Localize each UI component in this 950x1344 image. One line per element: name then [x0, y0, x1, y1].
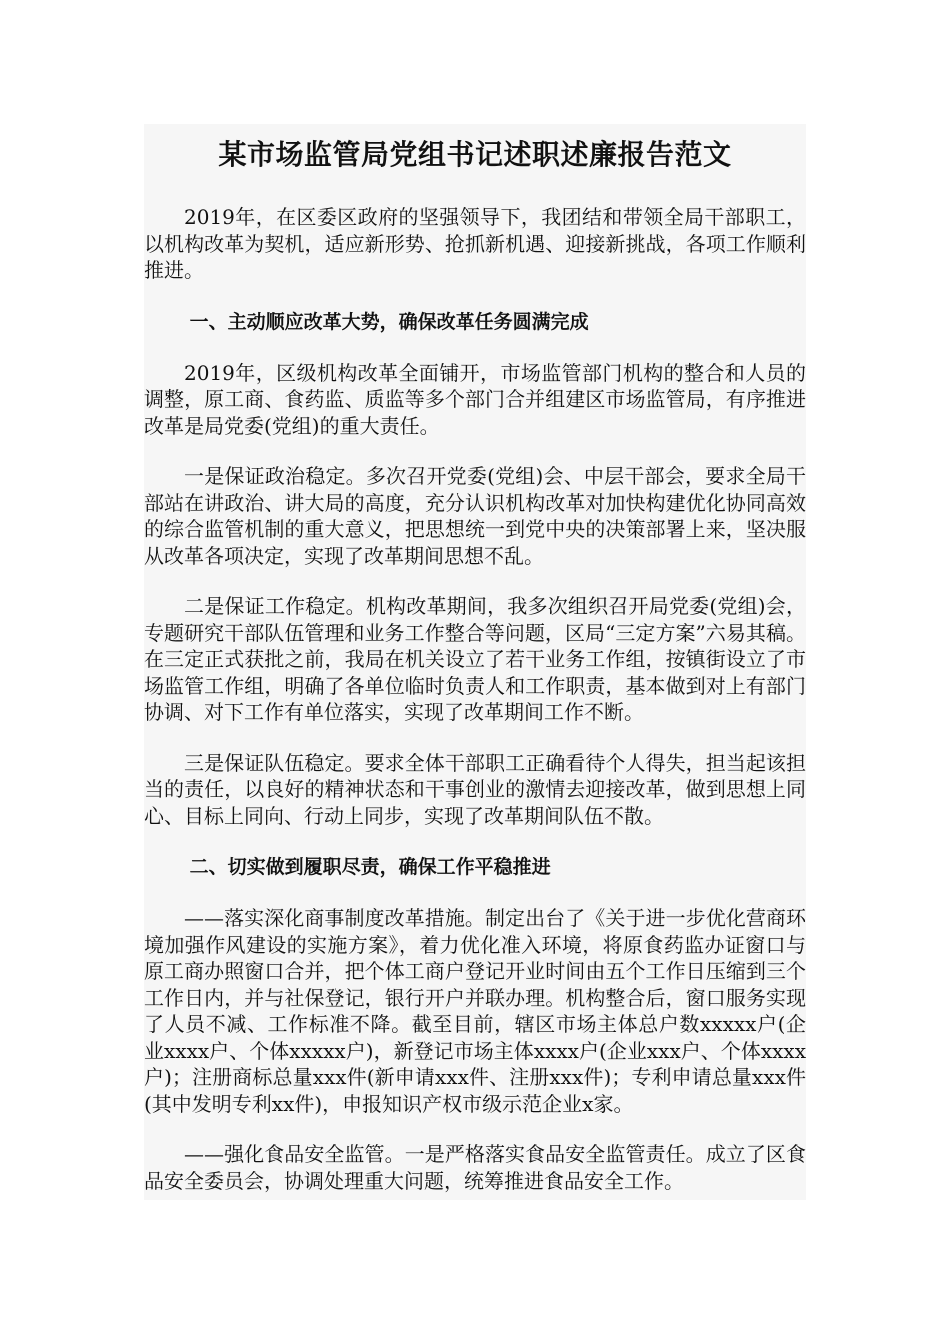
paragraph: ——强化食品安全监管。一是严格落实食品安全监管责任。成立了区食品安全委员会，协调处理重大问题，统筹推进食品安全工作。	[144, 1142, 806, 1193]
section-heading: 一、主动顺应改革大势，确保改革任务圆满完成	[189, 310, 589, 333]
document-page	[144, 124, 806, 1200]
paragraph: 三是保证队伍稳定。要求全体干部职工正确看待个人得失，担当起该担当的责任，以良好的精神状态和干事创业的激情去迎接改革，做到思想上同心、目标上同向、行动上同步，实现了改革期间队伍不散。	[144, 750, 806, 828]
paragraph: 2019年，区级机构改革全面铺开，市场监管部门机构的整合和人员的调整，原工商、食药监、质监等多个部门合并组建区市场监管局，有序推进改革是局党委(党组)的重大责任。	[144, 360, 806, 438]
paragraph: 一是保证政治稳定。多次召开党委(党组)会、中层干部会，要求全局干部站在讲政治、讲大局的高度，充分认识机构改革对加快构建优化协同高效的综合监管机制的重大意义，把思想统一到党中央的决策部署上来，坚决服从改革各项决定，实现了改革期间思想不乱。	[144, 464, 806, 568]
document-title: 某市场监管局党组书记述职述廉报告范文	[218, 138, 732, 171]
paragraph: 2019年，在区委区政府的坚强领导下，我团结和带领全局干部职工，以机构改革为契机，适应新形势、抢抓新机遇、迎接新挑战，各项工作顺利推进。	[144, 205, 806, 282]
document-body	[144, 204, 806, 1194]
section-heading: 二、切实做到履职尽责，确保工作平稳推进	[189, 856, 551, 878]
paragraph: ——落实深化商事制度改革措施。制定出台了《关于进一步优化营商环境加强作风建设的实施方案》，着力优化准入环境，将原食药监办证窗口与原工商办照窗口合并，把个体工商户登记开业时间由五个工作日压缩到三个工作日内，并与社保登记，银行开户并联办理。机构整合后，窗口服务实现了人员不减、工作标准不降。截至目前，辖区市场主体总户数xxxxx户(企业xxxx户、个体xxxxx户)，新登记市场主体xxxx户(企业xxx户、个体xxxx户)；注册商标总量xxx件(新申请xxx件、注册xxx件)；专利申请总量xxx件(其中发明专利xx件)，申报知识产权市级示范企业x家。	[144, 906, 806, 1116]
paragraph: 二是保证工作稳定。机构改革期间，我多次组织召开局党委(党组)会，专题研究干部队伍管理和业务工作整合等问题，区局“三定方案”六易其稿。在三定正式获批之前，我局在机关设立了若干业务工作组，按镇街设立了市场监管工作组，明确了各单位临时负责人和工作职责，基本做到对上有部门协调、对下工作有单位落实，实现了改革期间工作不断。	[144, 594, 806, 724]
